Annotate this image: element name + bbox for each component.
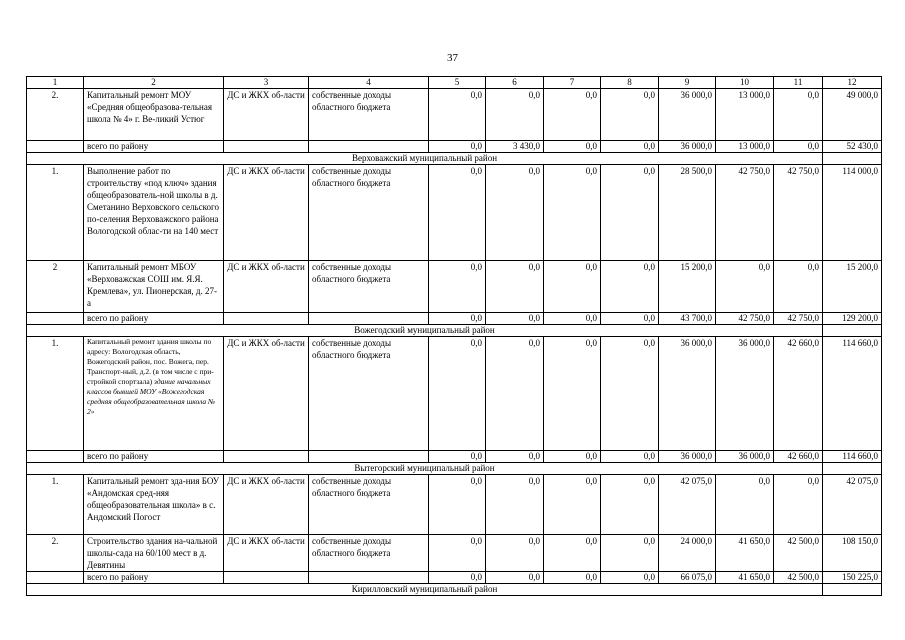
total-v5: 0,0 — [429, 451, 486, 463]
amount-v10: 36 000,0 — [716, 337, 774, 451]
row-number: 2. — [27, 89, 84, 141]
project-name — [84, 261, 224, 313]
col-header: 3 — [224, 77, 309, 89]
amount-v11: 42 750,0 — [774, 165, 823, 261]
total-v11: 42 660,0 — [774, 451, 823, 463]
total-v6: 0,0 — [486, 572, 544, 584]
total-v9: 43 700,0 — [659, 313, 716, 325]
total-v12: 150 225,0 — [823, 572, 882, 584]
amount-v8: 0,0 — [601, 337, 659, 451]
amount-v5: 0,0 — [429, 165, 486, 261]
amount-v10: 41 650,0 — [716, 535, 774, 572]
col-header: 11 — [774, 77, 823, 89]
amount-v11: 42 500,0 — [774, 535, 823, 572]
col-header: 7 — [544, 77, 601, 89]
amount-v9: 42 075,0 — [659, 475, 716, 535]
total-empty-cell — [224, 451, 309, 463]
project-name-text: Строительство здания на-чальной школы-сада на 60/100 мест в д. Девятины — [87, 536, 218, 570]
col-header: 2 — [84, 77, 224, 89]
row-number: 1. — [27, 337, 84, 451]
funding-source: собственные доходы областного бюджета — [309, 475, 429, 535]
total-v6: 0,0 — [486, 451, 544, 463]
district-row — [27, 325, 882, 337]
total-v8: 0,0 — [601, 141, 659, 153]
responsible-org: ДС и ЖКХ об-ласти — [224, 535, 309, 572]
total-v7: 0,0 — [544, 141, 601, 153]
amount-v8: 0,0 — [601, 261, 659, 313]
amount-v8: 0,0 — [601, 89, 659, 141]
responsible-org: ДС и ЖКХ об-ласти — [224, 89, 309, 141]
total-v9: 36 000,0 — [659, 141, 716, 153]
total-v9: 36 000,0 — [659, 451, 716, 463]
amount-v12: 42 075,0 — [823, 475, 882, 535]
col-header: 8 — [601, 77, 659, 89]
total-label: всего по району — [84, 572, 224, 584]
amount-v11: 0,0 — [774, 261, 823, 313]
amount-v10: 0,0 — [716, 475, 774, 535]
row-number: 1. — [27, 165, 84, 261]
amount-v5: 0,0 — [429, 89, 486, 141]
amount-v5: 0,0 — [429, 261, 486, 313]
page-number: 37 — [447, 52, 458, 64]
amount-v6: 0,0 — [486, 475, 544, 535]
row-number: 2 — [27, 261, 84, 313]
district-total-row — [27, 141, 882, 153]
total-empty-cell — [224, 572, 309, 584]
column-header-row — [27, 77, 882, 89]
district-spacer-cell — [823, 325, 882, 337]
table-row — [27, 475, 882, 535]
project-name-text: Капитальный ремонт МБОУ «Верховажская СОШ им. Я.Я. Кремлева», ул. Пионерская, д. 27-а — [87, 262, 217, 308]
project-name — [84, 89, 224, 141]
amount-v7: 0,0 — [544, 475, 601, 535]
total-empty-cell — [309, 313, 429, 325]
amount-v5: 0,0 — [429, 475, 486, 535]
district-name: Верховажский муниципальный район — [27, 153, 823, 165]
amount-v7: 0,0 — [544, 535, 601, 572]
total-v12: 52 430,0 — [823, 141, 882, 153]
table-row — [27, 165, 882, 261]
total-v5: 0,0 — [429, 313, 486, 325]
total-v6: 3 430,0 — [486, 141, 544, 153]
total-v6: 0,0 — [486, 313, 544, 325]
project-name-italic-note: здание начальных классов бывшей МОУ «Вожегодская средняя общеобразовательная школа № 2» — [87, 377, 216, 416]
total-v5: 0,0 — [429, 141, 486, 153]
district-spacer-cell — [823, 463, 882, 475]
district-spacer-cell — [823, 153, 882, 165]
district-row — [27, 463, 882, 475]
district-name: Вытегорский муниципальный район — [27, 463, 823, 475]
amount-v12: 15 200,0 — [823, 261, 882, 313]
amount-v10: 42 750,0 — [716, 165, 774, 261]
total-v8: 0,0 — [601, 313, 659, 325]
total-v10: 13 000,0 — [716, 141, 774, 153]
amount-v7: 0,0 — [544, 89, 601, 141]
total-empty-cell — [309, 572, 429, 584]
total-v7: 0,0 — [544, 572, 601, 584]
total-v10: 41 650,0 — [716, 572, 774, 584]
table-row — [27, 89, 882, 141]
total-v8: 0,0 — [601, 451, 659, 463]
district-row — [27, 584, 882, 596]
amount-v9: 36 000,0 — [659, 89, 716, 141]
responsible-org: ДС и ЖКХ об-ласти — [224, 337, 309, 451]
amount-v11: 0,0 — [774, 475, 823, 535]
district-spacer-cell — [823, 584, 882, 596]
table-row — [27, 337, 882, 451]
funding-source: собственные доходы областного бюджета — [309, 165, 429, 261]
col-header: 6 — [486, 77, 544, 89]
total-empty-cell — [309, 141, 429, 153]
total-empty-cell — [309, 451, 429, 463]
total-v5: 0,0 — [429, 572, 486, 584]
project-name — [84, 475, 224, 535]
amount-v6: 0,0 — [486, 89, 544, 141]
district-total-row — [27, 451, 882, 463]
amount-v7: 0,0 — [544, 261, 601, 313]
col-header: 10 — [716, 77, 774, 89]
total-label: всего по району — [84, 141, 224, 153]
amount-v9: 15 200,0 — [659, 261, 716, 313]
total-v10: 42 750,0 — [716, 313, 774, 325]
project-name-text: Выполнение работ по строительству «под ключ» здания общеобразователь-ной школы в д. Сметанино Верховского сельского по-селения Верховажского района Вологодской облас-ти на 140 мест — [87, 166, 219, 236]
col-header: 5 — [429, 77, 486, 89]
table-row — [27, 535, 882, 572]
amount-v12: 108 150,0 — [823, 535, 882, 572]
amount-v8: 0,0 — [601, 165, 659, 261]
total-v12: 114 660,0 — [823, 451, 882, 463]
row-number: 2. — [27, 535, 84, 572]
district-name: Вожегодский муниципальный район — [27, 325, 823, 337]
amount-v5: 0,0 — [429, 535, 486, 572]
project-name — [84, 535, 224, 572]
amount-v6: 0,0 — [486, 535, 544, 572]
col-header: 12 — [823, 77, 882, 89]
funding-source: собственные доходы областного бюджета — [309, 535, 429, 572]
total-empty-cell — [27, 451, 84, 463]
col-header: 1 — [27, 77, 84, 89]
col-header: 4 — [309, 77, 429, 89]
amount-v11: 0,0 — [774, 89, 823, 141]
funding-source: собственные доходы областного бюджета — [309, 337, 429, 451]
total-label: всего по району — [84, 313, 224, 325]
total-v8: 0,0 — [601, 572, 659, 584]
total-v9: 66 075,0 — [659, 572, 716, 584]
project-name — [84, 165, 224, 261]
total-v12: 129 200,0 — [823, 313, 882, 325]
total-empty-cell — [27, 313, 84, 325]
total-label: всего по району — [84, 451, 224, 463]
amount-v6: 0,0 — [486, 261, 544, 313]
amount-v9: 36 000,0 — [659, 337, 716, 451]
responsible-org: ДС и ЖКХ об-ласти — [224, 475, 309, 535]
total-v11: 0,0 — [774, 141, 823, 153]
project-name-text: Капитальный ремонт зда-ния БОУ «Андомская сред-няя общеобразовательная школа» в с. Андомский Погост — [87, 476, 220, 522]
amount-v8: 0,0 — [601, 475, 659, 535]
amount-v8: 0,0 — [601, 535, 659, 572]
total-v11: 42 750,0 — [774, 313, 823, 325]
total-empty-cell — [27, 572, 84, 584]
amount-v7: 0,0 — [544, 165, 601, 261]
amount-v10: 13 000,0 — [716, 89, 774, 141]
col-header: 9 — [659, 77, 716, 89]
total-empty-cell — [224, 141, 309, 153]
amount-v9: 28 500,0 — [659, 165, 716, 261]
responsible-org: ДС и ЖКХ об-ласти — [224, 261, 309, 313]
total-v10: 36 000,0 — [716, 451, 774, 463]
project-name-text: Капитальный ремонт здания школы по адресу: Вологодская область, Вожегодский район, пос. Вожега, пер. Транспорт-ный, д.2. (в том числе с при-стройкой спортзала) — [87, 337, 214, 386]
funding-source: собственные доходы областного бюджета — [309, 89, 429, 141]
district-total-row — [27, 313, 882, 325]
row-number: 1. — [27, 475, 84, 535]
budget-table — [26, 76, 882, 596]
amount-v12: 114 660,0 — [823, 337, 882, 451]
amount-v9: 24 000,0 — [659, 535, 716, 572]
total-v11: 42 500,0 — [774, 572, 823, 584]
amount-v5: 0,0 — [429, 337, 486, 451]
total-v7: 0,0 — [544, 451, 601, 463]
amount-v6: 0,0 — [486, 337, 544, 451]
district-total-row — [27, 572, 882, 584]
amount-v7: 0,0 — [544, 337, 601, 451]
amount-v12: 114 000,0 — [823, 165, 882, 261]
district-row — [27, 153, 882, 165]
amount-v6: 0,0 — [486, 165, 544, 261]
total-empty-cell — [27, 141, 84, 153]
amount-v12: 49 000,0 — [823, 89, 882, 141]
district-name: Кирилловский муниципальный район — [27, 584, 823, 596]
project-name — [84, 337, 224, 451]
responsible-org: ДС и ЖКХ об-ласти — [224, 165, 309, 261]
total-v7: 0,0 — [544, 313, 601, 325]
table-row — [27, 261, 882, 313]
project-name-text: Капитальный ремонт МОУ «Средняя общеобразова-тельная школа № 4» г. Ве-ликий Устюг — [87, 90, 212, 124]
amount-v11: 42 660,0 — [774, 337, 823, 451]
funding-source: собственные доходы областного бюджета — [309, 261, 429, 313]
amount-v10: 0,0 — [716, 261, 774, 313]
total-empty-cell — [224, 313, 309, 325]
